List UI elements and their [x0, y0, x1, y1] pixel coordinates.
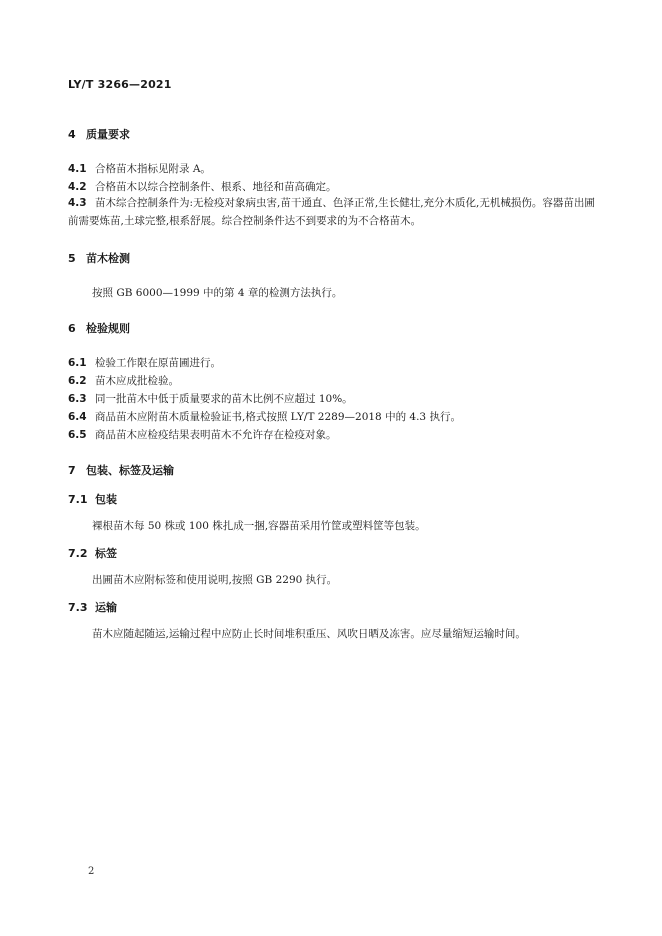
section-6-heading [68, 320, 130, 336]
subsection-7-3-heading [68, 599, 117, 615]
clause-text: 苗木应成批检验。 [95, 375, 179, 387]
section-title: 包装、标签及运输 [86, 464, 174, 477]
clause-text: 苗木综合控制条件为:无检疫对象病虫害,苗干通直、色泽正常,生长健壮,充分木质化,无机械损伤。容器苗出圃前需要炼苗,土球完整,根系舒展。综合控制条件达不到要求的为不合格苗木。 [68, 197, 595, 227]
clause-number: 6.3 [68, 393, 87, 405]
clause-number: 4.2 [68, 181, 87, 193]
subsection-7-3-paragraph: 苗木应随起随运,运输过程中应防止长时间堆积重压、风吹日晒及冻害。应尽量缩短运输时间。 [92, 628, 526, 640]
clause-6-5 [68, 427, 337, 442]
section-4-heading [68, 126, 130, 142]
clause-number: 6.5 [68, 429, 87, 441]
standard-code-header: LY/T 3266—2021 [68, 78, 172, 91]
clause-4-3 [68, 194, 598, 230]
clause-4-2 [68, 179, 337, 194]
subsection-number: 7.1 [68, 493, 88, 506]
section-number: 6 [68, 322, 76, 335]
subsection-title: 标签 [95, 547, 117, 560]
subsection-7-1-paragraph: 裸根苗木每 50 株或 100 株扎成一捆,容器苗采用竹筐或塑料筐等包装。 [92, 520, 426, 532]
section-number: 4 [68, 128, 76, 141]
subsection-number: 7.2 [68, 547, 88, 560]
clause-text: 同一批苗木中低于质量要求的苗木比例不应超过 10%。 [95, 393, 353, 405]
subsection-title: 包装 [95, 493, 117, 506]
page-number: 2 [88, 866, 95, 877]
clause-number: 6.1 [68, 357, 87, 369]
clause-number: 4.3 [68, 197, 87, 209]
section-number: 5 [68, 252, 76, 265]
section-title: 苗木检测 [86, 252, 130, 265]
clause-number: 4.1 [68, 163, 87, 175]
section-title: 质量要求 [86, 128, 130, 141]
subsection-7-2-paragraph: 出圃苗木应附标签和使用说明,按照 GB 2290 执行。 [92, 574, 338, 586]
section-5-paragraph: 按照 GB 6000—1999 中的第 4 章的检测方法执行。 [92, 287, 343, 299]
section-5-heading [68, 250, 130, 266]
subsection-7-1-heading [68, 491, 117, 507]
clause-6-3 [68, 391, 353, 406]
clause-6-4 [68, 409, 461, 424]
clause-number: 6.2 [68, 375, 87, 387]
clause-number: 6.4 [68, 411, 87, 423]
clause-text: 合格苗木指标见附录 A。 [95, 163, 211, 175]
clause-4-1 [68, 161, 211, 176]
subsection-title: 运输 [95, 601, 117, 614]
clause-text: 合格苗木以综合控制条件、根系、地径和苗高确定。 [95, 181, 337, 193]
clause-text: 检验工作限在原苗圃进行。 [95, 357, 221, 369]
clause-text: 商品苗木应检疫结果表明苗木不允许存在检疫对象。 [95, 429, 337, 441]
section-7-heading [68, 462, 174, 478]
section-title: 检验规则 [86, 322, 130, 335]
subsection-7-2-heading [68, 545, 117, 561]
clause-6-2 [68, 373, 179, 388]
clause-text: 商品苗木应附苗木质量检验证书,格式按照 LY/T 2289—2018 中的 4.3 执行。 [95, 411, 461, 423]
subsection-number: 7.3 [68, 601, 88, 614]
section-number: 7 [68, 464, 76, 477]
clause-6-1 [68, 355, 221, 370]
